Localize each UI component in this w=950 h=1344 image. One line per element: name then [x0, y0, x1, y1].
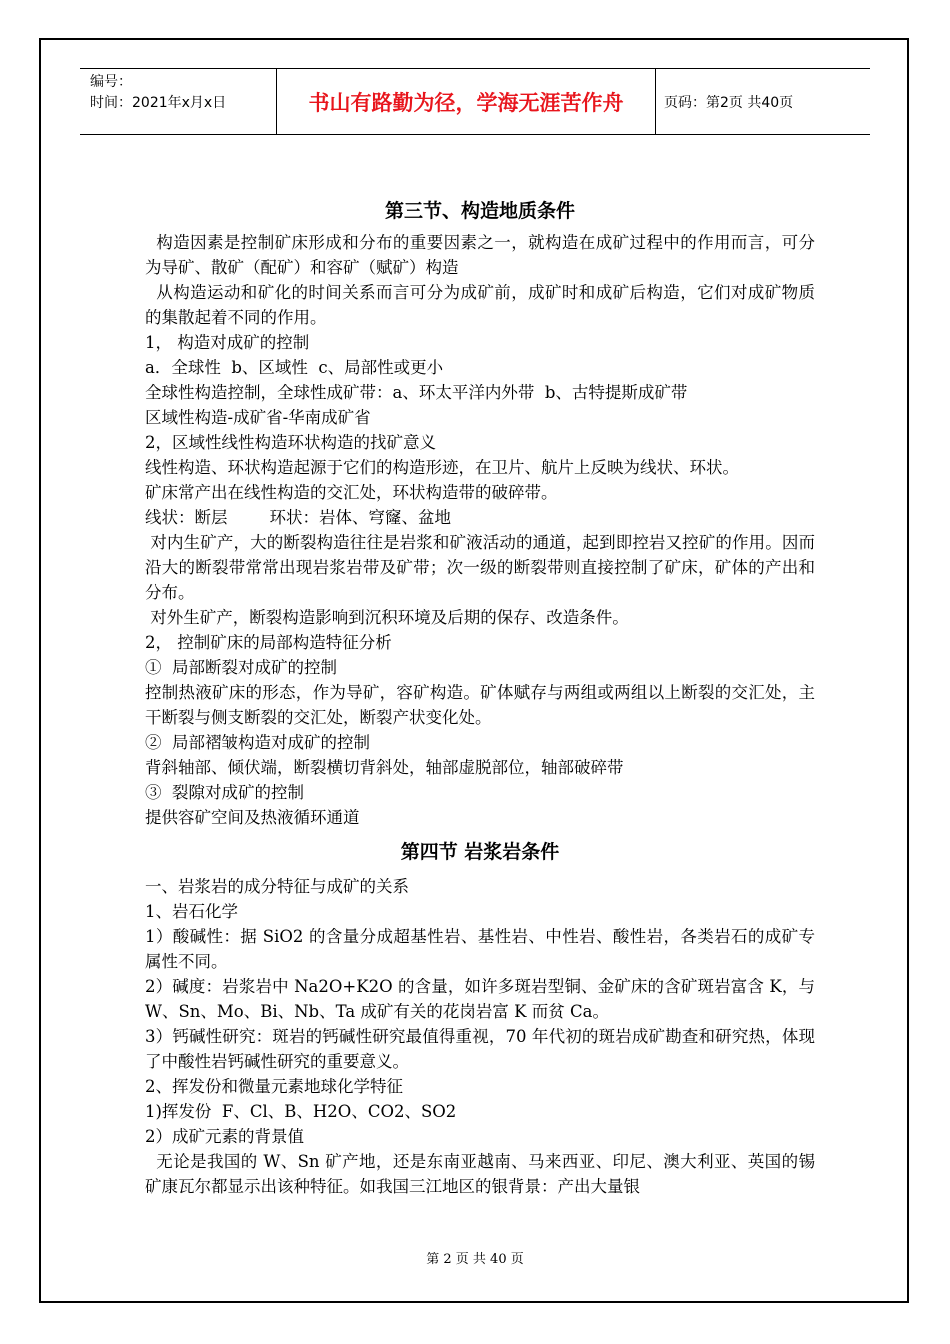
- header-meta: [80, 69, 276, 134]
- paragraph: 全球性构造控制，全球性成矿带：a、环太平洋内外带 b、古特提斯成矿带: [145, 383, 688, 402]
- document-body: [145, 192, 821, 1199]
- paragraph: 矿床常产出在线性构造的交汇处，环状构造带的破碎带。: [145, 483, 558, 502]
- document-header: [80, 68, 870, 135]
- paragraph: 2）碱度：岩浆岩中 Na2O+K2O 的含量，如许多斑岩型铜、金矿床的含矿斑岩富含 K，与 W、Sn、Mo、Bi、Nb、Ta 成矿有关的花岗岩富 K 而贫 Ca。: [145, 977, 821, 1021]
- paragraph: 1， 构造对成矿的控制: [145, 333, 310, 352]
- section-title: 第四节 岩浆岩条件: [400, 841, 560, 863]
- paragraph: 对外生矿产，断裂构造影响到沉积环境及后期的保存、改造条件。: [145, 608, 629, 627]
- paragraph: a．全球性 b、区域性 c、局部性或更小: [145, 358, 444, 377]
- paragraph: 无论是我国的 W、Sn 矿产地，还是东南亚越南、马来西亚、印尼、澳大利亚、英国的锡矿康瓦尔都显示出该种特征。如我国三江地区的银背景：产出大量银: [145, 1152, 815, 1196]
- paragraph: ② 局部褶皱构造对成矿的控制: [145, 733, 370, 752]
- header-motto: 书山有路勤为径，学海无涯苦作舟: [276, 69, 656, 134]
- paragraph: 1）酸碱性：据 SiO2 的含量分成超基性岩、基性岩、中性岩、酸性岩，各类岩石的成矿专属性不同。: [145, 927, 815, 971]
- paragraph: 2）成矿元素的背景值: [145, 1127, 304, 1146]
- section-body: [145, 230, 815, 830]
- paragraph: 1)挥发份 F、Cl、B、H2O、CO2、SO2: [145, 1102, 457, 1121]
- paragraph: 1、岩石化学: [145, 902, 238, 921]
- paragraph: 构造因素是控制矿床形成和分布的重要因素之一，就构造在成矿过程中的作用而言，可分为导矿、散矿（配矿）和容矿（赋矿）构造: [145, 233, 815, 277]
- paragraph: 2， 控制矿床的局部构造特征分析: [145, 633, 392, 652]
- paragraph: 控制热液矿床的形态，作为导矿，容矿构造。矿体赋存与两组或两组以上断裂的交汇处，主干断裂与侧支断裂的交汇处，断裂产状变化处。: [145, 683, 815, 727]
- paragraph: 3）钙碱性研究：斑岩的钙碱性研究最值得重视，70 年代初的斑岩成矿勘查和研究热，体现了中酸性岩钙碱性研究的重要意义。: [145, 1027, 815, 1071]
- time-label: 时间：2021年x月x日: [90, 95, 227, 111]
- header-page-info: 页码：第2页 共40页: [664, 94, 794, 111]
- paragraph: ① 局部断裂对成矿的控制: [145, 658, 337, 677]
- section-title: 第三节、构造地质条件: [384, 200, 575, 222]
- paragraph: 提供容矿空间及热液循环通道: [145, 808, 360, 827]
- paragraph: 2、挥发份和微量元素地球化学特征: [145, 1077, 403, 1096]
- paragraph: 区域性构造-成矿省-华南成矿省: [145, 408, 371, 427]
- paragraph: 对内生矿产，大的断裂构造往往是岩浆和矿液活动的通道，起到即控岩又控矿的作用。因而沿大的断裂带常常出现岩浆岩带及矿带；次一级的断裂带则直接控制了矿床，矿体的产出和分布。: [145, 533, 816, 602]
- page-footer: 第 2 页 共 40 页: [426, 1252, 524, 1267]
- section-body: [145, 874, 821, 1199]
- paragraph: 2，区域性线性构造环状构造的找矿意义: [145, 433, 436, 452]
- paragraph: 线状：断层 环状：岩体、穹窿、盆地: [145, 508, 451, 527]
- paragraph: 从构造运动和矿化的时间关系而言可分为成矿前，成矿时和成矿后构造，它们对成矿物质的集散起着不同的作用。: [145, 283, 815, 327]
- number-label: 编号：: [90, 74, 132, 90]
- paragraph: 背斜轴部、倾伏端，断裂横切背斜处，轴部虚脱部位，轴部破碎带: [145, 758, 624, 777]
- paragraph: ③ 裂隙对成矿的控制: [145, 783, 304, 802]
- paragraph: 一、岩浆岩的成分特征与成矿的关系: [145, 877, 409, 896]
- paragraph: 线性构造、环状构造起源于它们的构造形迹，在卫片、航片上反映为线状、环状。: [145, 458, 739, 477]
